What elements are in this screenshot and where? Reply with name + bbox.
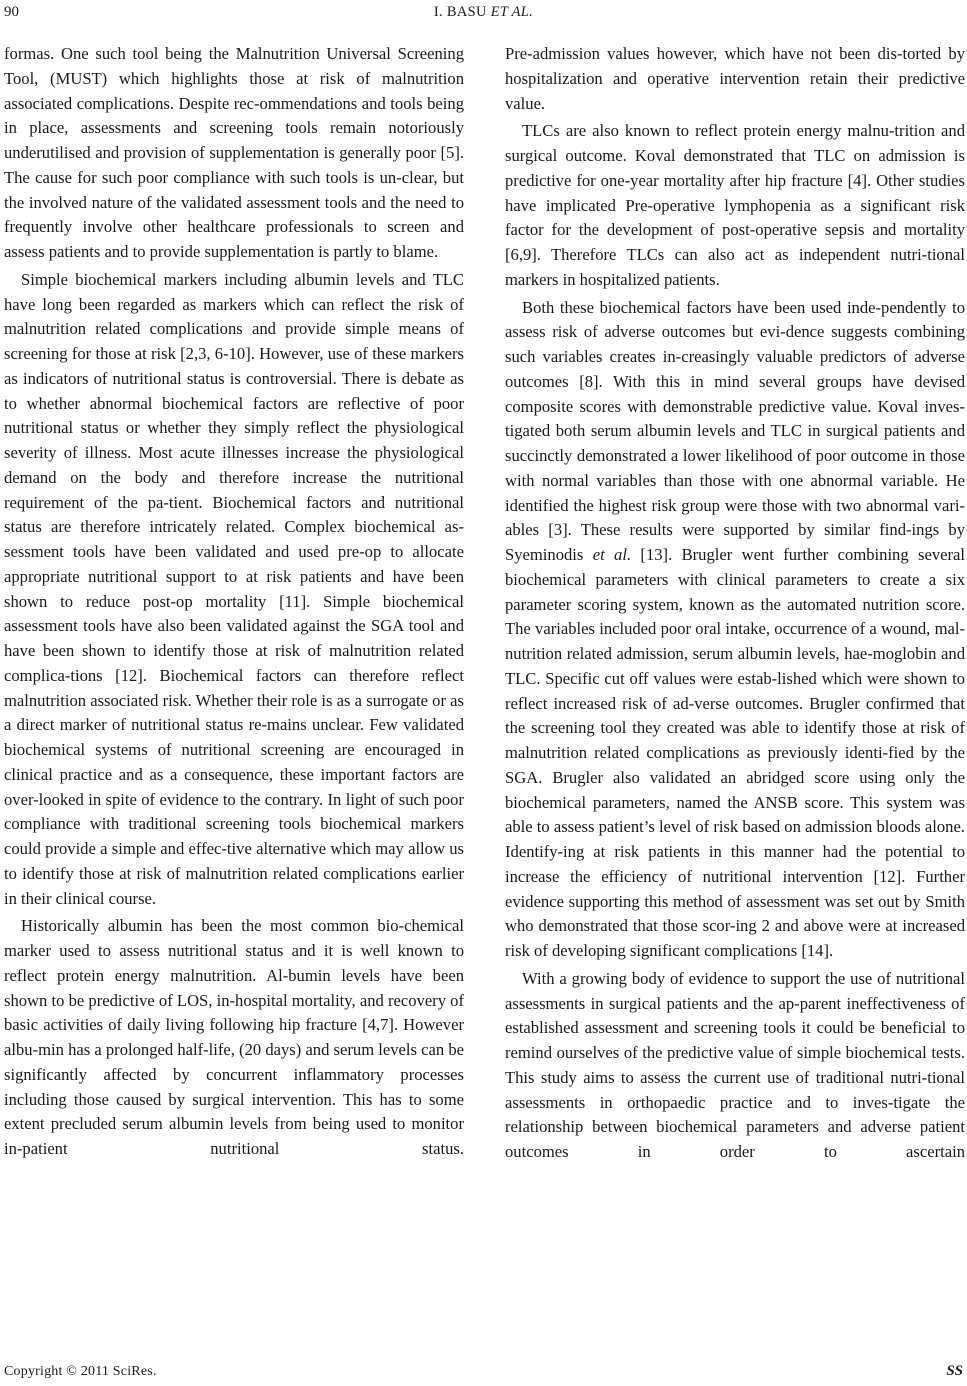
running-head [0, 4, 967, 21]
right-paragraph-3-part-a: Both these biochemical factors have been used inde-pendently to assess risk of adverse outcomes but evi-dence suggests combining such variables creates in-creasingly valuable predictors of adverse outcomes [8]. With this in mind several groups have devised composite scores with demonstrable predictive value. Koval inves-tigated both serum albumin levels and TLC in surgical patients and succinctly demonstrated a lower likelihood of poor outcome in those with normal variables than those with one abnormal variable. He identified the highest risk group were those with two abnormal vari-ables [3]. These results were supported by similar find-ings by Syeminodis [505, 297, 965, 564]
right-paragraph-2: TLCs are also known to reflect protein energy malnu-trition and surgical outcome. Koval demonstrated that TLC on admission is predictive for one-year mortality after hip fracture [4]. Other studies have implicated Pre-operative lymphopenia as a significant risk factor for the development of post-operative sepsis and mortality [6,9]. Therefore TLCs can also act as independent nutri-tional markers in hospitalized patients. [505, 121, 965, 289]
right-paragraph-1: Pre-admission values however, which have not been dis-torted by hospitalization and operative intervention retain their predictive value. [505, 44, 965, 113]
left-paragraph-3: Historically albumin has been the most common bio-chemical marker used to assess nutritional status and it is well known to reflect protein energy malnutrition. Al-bumin levels have been shown to be predictive of LOS, in-hospital mortality, and recovery of basic activities of daily living following hip fracture [4,7]. However albu-min has a prolonged half-life, (20 days) and serum levels can be significantly affected by concurrent inflammatory processes including those caused by surgical intervention. This has to some extent precluded serum albumin levels from being used to monitor in-patient nutritional status. [4, 916, 464, 1158]
running-head-authors: I. BASU [433, 4, 487, 20]
right-paragraph-4: With a growing body of evidence to support the use of nutritional assessments in surgical patients and the ap-parent ineffectiveness of established assessment and screening tools it could be beneficial to remind ourselves of the predictive value of simple biochemical tests. This study aims to assess the current use of traditional nutri-tional assessments in orthopaedic practice and to inves-tigate the relationship between biochemical parameters and adverse patient outcomes in order to ascertain [505, 968, 965, 1161]
page-header [0, 0, 967, 32]
left-column [4, 42, 464, 1162]
page-number: 90 [4, 4, 19, 20]
journal-abbreviation: SS [946, 1363, 963, 1379]
page-footer [0, 1360, 967, 1386]
copyright-notice: Copyright © 2011 SciRes. [4, 1364, 157, 1379]
right-paragraph-3-etal: et al. [592, 545, 632, 564]
left-paragraph-1: formas. One such tool being the Malnutrition Universal Screening Tool, (MUST) which highlights those at risk of malnutrition associated complications. Despite rec-ommendations and tools being in place, assessments and screening tools remain notoriously underutilised and provision of supplementation is generally poor [5]. The cause for such poor compliance with such tools is un-clear, but the involved nature of the validated assessment tools and the need to frequently involve other healthcare professionals to screen and assess patients and to provide supplementation is partly to blame. [4, 44, 464, 261]
running-head-etal: ET AL. [490, 4, 534, 20]
left-paragraph-2: Simple biochemical markers including albumin levels and TLC have long been regarded as markers which can reflect the risk of malnutrition related complications and provide simple means of screening for those at risk [2,3, 6-10]. However, use of these markers as indicators of nutritional status is controversial. There is debate as to whether abnormal biochemical factors are reflective of poor nutritional status or whether they simply reflect the physiological severity of illness. Most acute illnesses increase the physiological demand on the body and therefore increase the nutritional requirement of the pa-tient. Biochemical factors and nutritional status are therefore intricately related. Complex biochemical as-sessment tools have been validated and used pre-op to allocate appropriate nutritional support to at risk patients and have been shown to reduce post-op mortality [11]. Simple biochemical assessment tools have also been validated against the SGA tool and have been shown to identify those at risk of malnutrition related complica-tions [12]. Biochemical factors can therefore reflect malnutrition associated risk. Whether their role is as a surrogate or as a direct marker of nutritional status re-mains unclear. Few validated biochemical systems of nutritional screening are encouraged in clinical practice and as a consequence, these important factors are over-looked in spite of evidence to the contrary. In light of such poor compliance with traditional screening tools biochemical markers could provide a simple and effec-tive alternative which may allow us to identify those at risk of malnutrition related complications earlier in their clinical course. [4, 269, 464, 908]
right-paragraph-3 [505, 296, 965, 964]
right-paragraph-3-part-b: [13]. Brugler went further combining several biochemical parameters with clinical parameters to create a six parameter scoring system, known as the automated nutrition score. The variables included poor oral intake, occurrence of a wound, mal-nutrition related admission, serum albumin levels, hae-moglobin and TLC. Specific cut off values were estab-lished which were shown to reflect increased risk of ad-verse outcomes. Brugler confirmed that the screening tool they created was able to identify those at risk of malnutrition related complications as previously identi-fied by the SGA. Brugler also validated an abridged score using only the biochemical parameters, named the ANSB score. This system was able to assess patient’s level of risk based on admission bloods alone. Identify-ing at risk patients in this manner had the potential to increase the efficiency of nutritional intervention [12]. Further evidence supporting this method of assessment was set out by Smith who demonstrated that those scor-ing 2 and above were at increased risk of developing significant complications [14]. [505, 545, 965, 960]
right-column [505, 42, 965, 1165]
